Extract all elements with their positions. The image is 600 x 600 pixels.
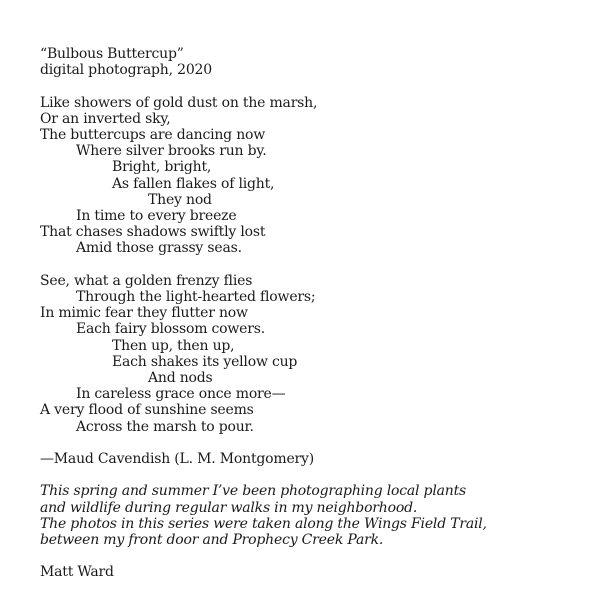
poem-stanza-2	[40, 273, 580, 435]
poem-line: Where silver brooks run by.	[76, 143, 267, 160]
note-line: The photos in this series were taken along the Wings Field Trail,	[40, 515, 487, 532]
note-line: This spring and summer I’ve been photographing local plants	[40, 483, 466, 500]
poem-line: A very flood of sunshine seems	[40, 402, 254, 419]
poem-line: The buttercups are dancing now	[40, 127, 266, 143]
note-line: and wildlife during regular walks in my neighborhood.	[40, 499, 418, 516]
document-page	[40, 46, 580, 581]
poem-line: Then up, then up,	[112, 337, 235, 354]
poem-line: In time to every breeze	[76, 208, 237, 225]
poem-line: In mimic fear they flutter now	[40, 305, 248, 322]
poem-line: Each shakes its yellow cup	[112, 353, 298, 370]
poem-line: See, what a golden frenzy flies	[40, 272, 253, 289]
poem-line: Across the marsh to pour.	[76, 418, 254, 435]
poem-line: And nods	[148, 370, 213, 387]
poem-attribution: —Maud Cavendish (L. M. Montgomery)	[40, 451, 314, 468]
poem-line: That chases shadows swiftly lost	[40, 224, 266, 241]
poem-line: Like showers of gold dust on the marsh,	[40, 94, 318, 111]
poem-stanza-1	[40, 95, 580, 257]
poem-line: Through the light-hearted flowers;	[76, 289, 316, 306]
artwork-subtitle: digital photograph, 2020	[40, 62, 212, 79]
poem-line: In careless grace once more—	[76, 386, 286, 403]
poem-line: Bright, bright,	[112, 159, 212, 176]
artwork-header	[40, 46, 580, 78]
note-line: between my front door and Prophecy Creek Park.	[40, 532, 384, 549]
artist-signature: Matt Ward	[40, 564, 114, 581]
artwork-title: “Bulbous Buttercup”	[40, 46, 184, 62]
poem-line: They nod	[148, 191, 212, 208]
poem-line: Or an inverted sky,	[40, 110, 171, 127]
poem-line: As fallen flakes of light,	[112, 175, 275, 192]
artist-note	[40, 483, 580, 548]
poem-line: Amid those grassy seas.	[76, 240, 242, 257]
poem-line: Each fairy blossom cowers.	[76, 321, 265, 338]
